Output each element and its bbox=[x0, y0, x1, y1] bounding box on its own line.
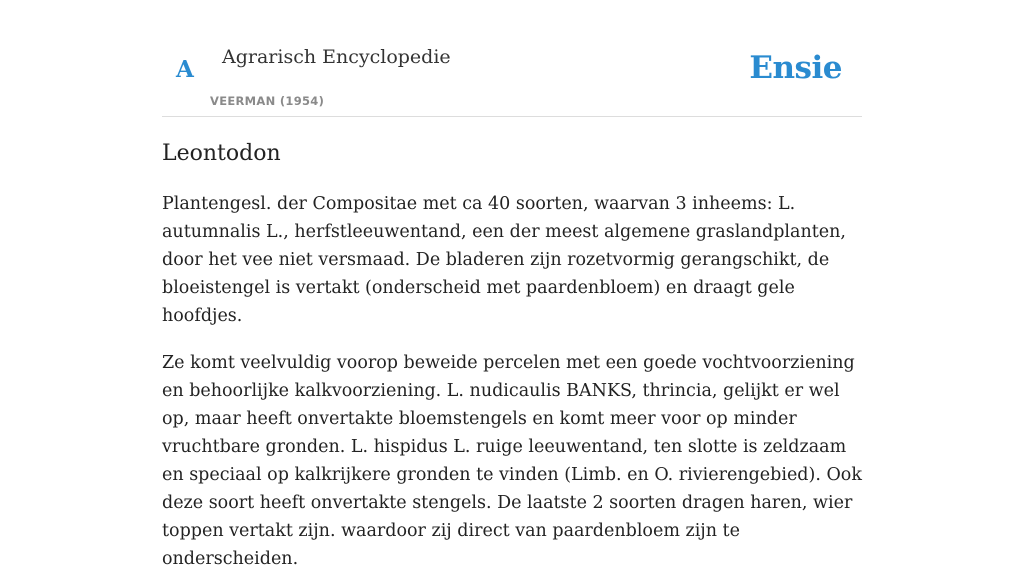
ensie-logo-link[interactable]: Ensie bbox=[749, 50, 842, 86]
entry-content bbox=[162, 138, 862, 573]
entry-paragraph-2: Ze komt veelvuldig voorop beweide percelen met een goede vochtvoorziening en behoorlijke kalkvoorziening. L. nudicaulis BANKS, thrincia, gelijkt er wel op, maar heeft onvertakte bloemstengels en komt meer voor op minder vruchtbare gronden. L. hispidus L. ruige leeuwentand, ten slotte is zeldzaam en speciaal op kalkrijkere gronden te vinden (Limb. en O. rivierengebied). Ook deze soort heeft onvertakte stengels. De laatste 2 soorten dragen haren, wier toppen vertakt zijn. waardoor zij direct van paardenbloem zijn te onderscheiden. bbox=[162, 353, 862, 569]
book-author-year: VEERMAN (1954) bbox=[210, 94, 325, 108]
book-title-link[interactable]: Agrarisch Encyclopedie bbox=[222, 46, 451, 68]
entry-paragraph-1: Plantengesl. der Compositae met ca 40 soorten, waarvan 3 inheems: L. autumnalis L., herfstleeuwentand, een der meest algemene graslandplanten, door het vee niet versmaad. De bladeren zijn rozetvormig gerangschikt, de bloeistengel is vertakt (onderscheid met paardenbloem) en draagt gele hoofdjes. bbox=[162, 194, 846, 326]
entry-title: Leontodon bbox=[162, 141, 281, 166]
book-letter-link[interactable]: A bbox=[176, 56, 194, 83]
book-header bbox=[162, 0, 862, 117]
